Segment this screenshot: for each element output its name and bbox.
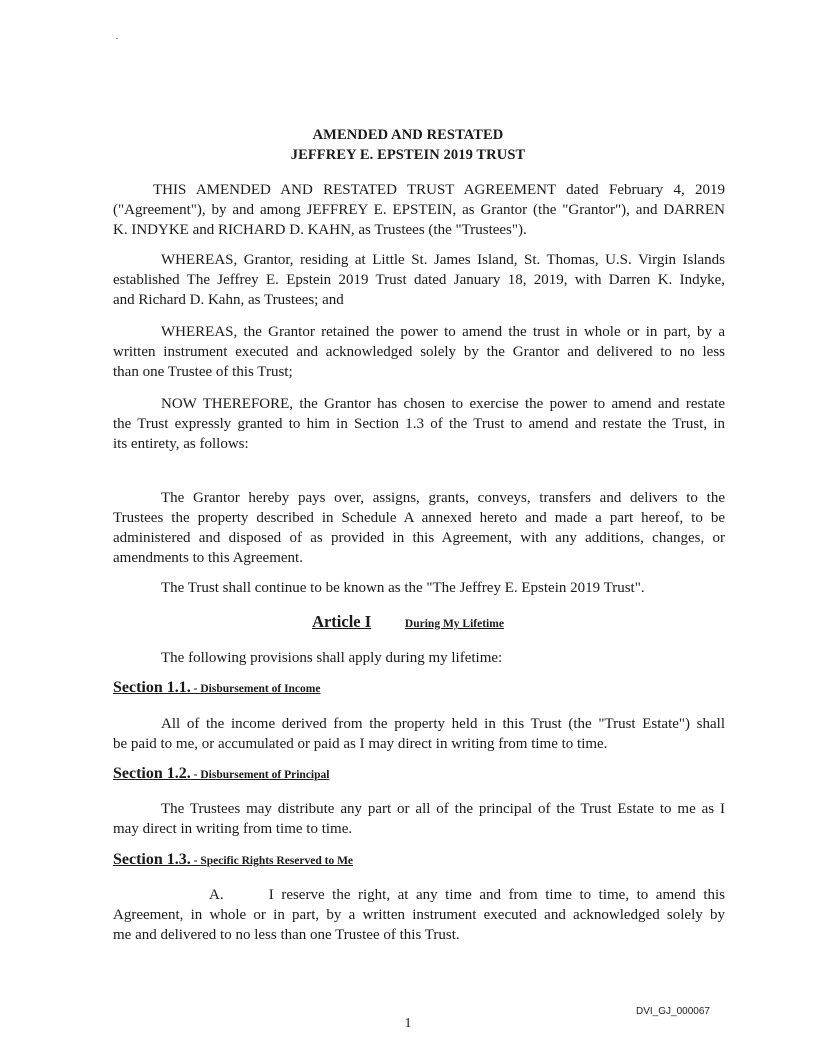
document-title-line-1: AMENDED AND RESTATED (312, 127, 504, 143)
whereas-paragraph-1 (113, 250, 725, 310)
section-body-line: me and delivered to no less than one Trustee of this Trust. (113, 927, 460, 943)
now-therefore-line: NOW THEREFORE, the Grantor has chosen to exercise the power to amend and restate (161, 396, 725, 412)
section-1-2-heading (113, 765, 329, 783)
now-therefore-line: the Trust expressly granted to him in Section 1.3 of the Trust to amend and restate the Trust, in (113, 416, 725, 432)
whereas-paragraph-2 (113, 322, 725, 382)
section-dash: - (190, 769, 201, 781)
section-dash: - (190, 683, 201, 695)
whereas1-line: WHEREAS, Grantor, residing at Little St. James Island, St. Thomas, U.S. Virgin Islands (161, 252, 725, 268)
section-body-line: be paid to me, or accumulated or paid as I may direct in writing from time to time. (113, 736, 608, 752)
article-title: During My Lifetime (404, 618, 504, 630)
section-number: Section 1.2. (113, 765, 191, 782)
section-title: Disbursement of Principal (200, 769, 330, 781)
grant-line: The Grantor hereby pays over, assigns, grants, conveys, transfers and delivers to the (161, 490, 725, 506)
intro-line: K. INDYKE and RICHARD D. KAHN, as Trustees (the "Trustees"). (113, 222, 527, 238)
section-title: Specific Rights Reserved to Me (200, 855, 354, 867)
section-number: Section 1.3. (113, 851, 191, 868)
now-therefore-line: its entirety, as follows: (113, 436, 249, 452)
intro-paragraph (113, 180, 725, 240)
known-as-paragraph (113, 578, 725, 598)
now-therefore-paragraph (113, 394, 725, 454)
grant-paragraph (113, 488, 725, 568)
section-number: Section 1.1. (113, 679, 191, 696)
grant-line: amendments to this Agreement. (113, 550, 303, 566)
section-body-line: All of the income derived from the property held in this Trust (the "Trust Estate") shall (161, 716, 725, 732)
whereas2-line: written instrument executed and acknowledged solely by the Grantor and delivered to no less (113, 344, 725, 360)
known-as-line: The Trust shall continue to be known as the "The Jeffrey E. Epstein 2019 Trust". (161, 580, 645, 596)
section-body-line: The Trustees may distribute any part or all of the principal of the Trust Estate to me as I (161, 801, 725, 817)
section-dash: - (190, 855, 201, 867)
article-intro-paragraph (113, 648, 725, 668)
section-body-line: Agreement, in whole or in part, by a written instrument executed and acknowledged solely by (113, 907, 725, 923)
section-1-3-body (113, 885, 725, 945)
intro-line: THIS AMENDED AND RESTATED TRUST AGREEMENT dated February 4, 2019 (153, 182, 725, 198)
article-heading (0, 612, 816, 632)
section-body-line: may direct in writing from time to time. (113, 821, 353, 837)
article-intro-line: The following provisions shall apply during my lifetime: (161, 650, 503, 666)
section-1-3-heading (113, 851, 353, 869)
section-body-line: A. I reserve the right, at any time and from time to time, to amend this (209, 887, 725, 903)
scan-speck (116, 38, 118, 39)
whereas2-line: than one Trustee of this Trust; (113, 364, 293, 380)
whereas1-line: established The Jeffrey E. Epstein 2019 Trust dated January 18, 2019, with Darren K. Indyke, (113, 272, 725, 288)
section-1-2-body (113, 799, 725, 839)
whereas1-line: and Richard D. Kahn, as Trustees; and (113, 292, 344, 308)
grant-line: administered and disposed of as provided in this Agreement, with any additions, changes, or (113, 530, 725, 546)
section-1-1-body (113, 714, 725, 754)
intro-line: ("Agreement"), by and among JEFFREY E. EPSTEIN, as Grantor (the "Grantor"), and DARREN (113, 202, 725, 218)
whereas2-line: WHEREAS, the Grantor retained the power to amend the trust in whole or in part, by a (161, 324, 725, 340)
section-title: Disbursement of Income (200, 683, 321, 695)
section-1-1-heading (113, 679, 320, 697)
document-title-line-2: JEFFREY E. EPSTEIN 2019 TRUST (290, 147, 526, 163)
bates-number: DVI_GJ_000067 (636, 1006, 710, 1017)
article-number: Article I (312, 612, 372, 631)
grant-line: Trustees the property described in Schedule A annexed hereto and made a part hereof, to be (113, 510, 725, 526)
page-number: 1 (404, 1016, 412, 1031)
